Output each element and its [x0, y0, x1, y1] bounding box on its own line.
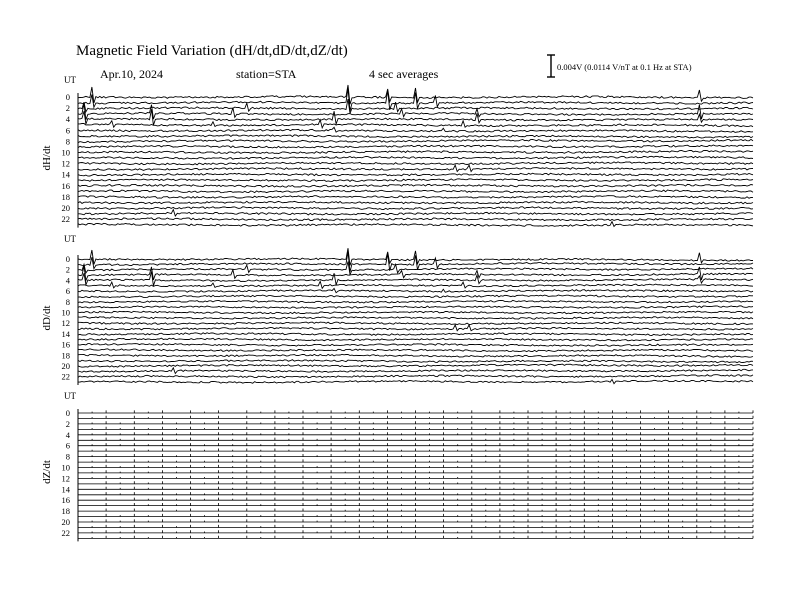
hour-label: 14: [61, 484, 70, 495]
panel-dZ: [41, 391, 753, 541]
trace-dH-18: [78, 196, 753, 199]
hour-label: 18: [61, 350, 70, 361]
trace-dH-12: [78, 162, 753, 165]
plot-averaging: 4 sec averages: [369, 67, 439, 81]
trace-dZ-13: [78, 481, 753, 484]
hour-label: 6: [65, 125, 70, 136]
trace-dZ-2: [78, 421, 753, 424]
hour-label: 4: [65, 114, 70, 125]
trace-dH-3: [78, 104, 753, 120]
hour-label: 8: [65, 136, 70, 147]
hour-label: 16: [61, 495, 70, 506]
trace-dH-11: [78, 156, 753, 159]
hour-label: 22: [61, 527, 70, 538]
ut-label: UT: [64, 75, 76, 85]
hour-label: 12: [61, 318, 70, 329]
trace-dH-8: [78, 139, 753, 142]
trace-dZ-20: [78, 519, 753, 522]
hour-label: 16: [61, 339, 70, 350]
plot-date: Apr.10, 2024: [100, 67, 163, 81]
trace-dD-21: [78, 368, 753, 374]
trace-dD-8: [78, 300, 753, 303]
trace-dH-4: [78, 109, 753, 125]
trace-dZ-17: [78, 503, 753, 506]
trace-dD-18: [78, 354, 753, 357]
trace-dH-13: [78, 165, 753, 171]
trace-dD-3: [78, 266, 753, 280]
hour-label: 14: [61, 328, 70, 339]
hour-label: 8: [65, 451, 70, 462]
ut-label: UT: [64, 391, 76, 401]
panel-ylabel: dH/dt: [41, 145, 53, 171]
hour-label: 0: [65, 408, 70, 418]
plot-station: station=STA: [236, 67, 297, 81]
hour-label: 10: [61, 462, 70, 473]
trace-dD-11: [78, 317, 753, 320]
hour-label: 22: [61, 214, 70, 225]
hour-label: 14: [61, 169, 70, 180]
trace-dZ-7: [78, 449, 753, 452]
trace-dD-22: [78, 375, 753, 378]
trace-dH-19: [78, 201, 753, 204]
trace-dZ-19: [78, 514, 753, 517]
plot-title: Magnetic Field Variation (dH/dt,dD/dt,dZ/dt): [76, 43, 348, 59]
hour-label: 22: [61, 371, 70, 382]
trace-dZ-0: [78, 410, 753, 413]
panel-dH: [41, 75, 753, 228]
trace-dZ-5: [78, 438, 753, 441]
trace-dZ-15: [78, 492, 753, 495]
trace-dD-13: [78, 325, 753, 331]
trace-dD-9: [78, 306, 753, 309]
hour-label: 10: [61, 307, 70, 318]
trace-dH-10: [78, 151, 753, 154]
trace-dZ-3: [78, 427, 753, 430]
trace-dH-20: [78, 207, 753, 210]
trace-dD-6: [78, 288, 753, 292]
hour-label: 20: [61, 203, 70, 213]
trace-dH-7: [78, 135, 753, 138]
trace-dZ-23: [78, 536, 753, 539]
trace-dH-21: [78, 210, 753, 216]
trace-dZ-10: [78, 465, 753, 468]
trace-dZ-21: [78, 525, 753, 528]
trace-dZ-16: [78, 498, 753, 501]
trace-dH-2: [78, 99, 753, 113]
trace-dH-5: [78, 120, 753, 128]
panel-dD: [41, 234, 753, 385]
panel-ylabel: dZ/dt: [41, 460, 53, 484]
trace-dD-20: [78, 364, 753, 367]
hour-label: 0: [65, 254, 70, 264]
trace-dZ-12: [78, 476, 753, 479]
trace-dH-9: [78, 145, 753, 148]
hour-label: 6: [65, 440, 70, 451]
hour-label: 6: [65, 286, 70, 297]
trace-dH-17: [78, 190, 753, 193]
trace-dD-7: [78, 295, 753, 298]
hour-label: 8: [65, 296, 70, 307]
trace-dH-23: [78, 222, 753, 227]
trace-dZ-1: [78, 416, 753, 419]
trace-dZ-11: [78, 470, 753, 473]
trace-dH-14: [78, 173, 753, 176]
hour-label: 4: [65, 429, 70, 440]
panel-ylabel: dD/dt: [41, 305, 53, 331]
trace-dH-6: [78, 127, 753, 132]
hour-label: 2: [65, 418, 70, 429]
trace-dD-15: [78, 338, 753, 341]
hour-label: 16: [61, 180, 70, 191]
hour-label: 12: [61, 473, 70, 484]
hour-label: 18: [61, 191, 70, 202]
hour-label: 12: [61, 158, 70, 169]
trace-dD-5: [78, 281, 753, 288]
ut-label: UT: [64, 234, 76, 244]
trace-dD-23: [78, 379, 753, 383]
trace-dZ-18: [78, 509, 753, 512]
hour-label: 20: [61, 517, 70, 527]
scale-note: 0.004V (0.0114 V/nT at 0.1 Hz at STA): [557, 62, 692, 72]
trace-dD-12: [78, 322, 753, 325]
trace-dZ-22: [78, 530, 753, 533]
trace-dH-22: [78, 218, 753, 221]
trace-dD-16: [78, 344, 753, 347]
trace-dZ-6: [78, 443, 753, 446]
trace-dZ-8: [78, 454, 753, 457]
hour-label: 0: [65, 92, 70, 102]
trace-dZ-14: [78, 487, 753, 490]
hour-label: 18: [61, 506, 70, 517]
trace-dZ-9: [78, 459, 753, 462]
trace-dD-19: [78, 360, 753, 363]
hour-label: 2: [65, 103, 70, 114]
trace-dD-14: [78, 333, 753, 336]
trace-dH-15: [78, 179, 753, 182]
trace-dH-16: [78, 184, 753, 187]
trace-dZ-4: [78, 432, 753, 435]
scale-bar: [547, 55, 692, 77]
trace-dD-10: [78, 311, 753, 314]
hour-label: 10: [61, 147, 70, 158]
hour-label: 4: [65, 275, 70, 286]
hour-label: 2: [65, 264, 70, 275]
trace-dD-17: [78, 349, 753, 352]
hour-label: 20: [61, 361, 70, 371]
panels: [41, 75, 753, 541]
